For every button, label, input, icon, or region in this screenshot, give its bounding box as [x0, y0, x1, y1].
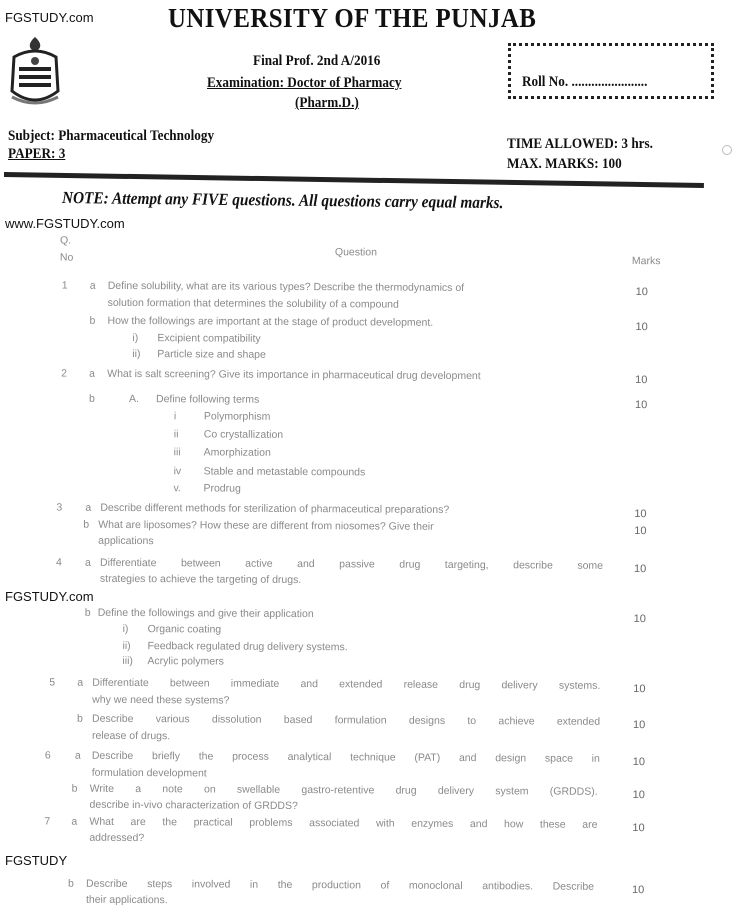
question-marks: 10 [634, 399, 648, 412]
sub-item-label: v. [173, 482, 181, 495]
question-part: b [84, 606, 91, 619]
question-text: Acrylic polymers [147, 655, 224, 668]
question-marks: 10 [631, 884, 645, 897]
sub-item-label: iii [173, 446, 181, 459]
question-part: b [71, 782, 78, 795]
question-text: Co crystallization [203, 428, 284, 441]
question-text: What are liposomes? How these are different from niosomes? Give their [98, 518, 434, 533]
question-number: 1 [61, 279, 68, 292]
question-text: Write a note on swellable gastro-retentive drug delivery system (GRDDS). [89, 782, 598, 798]
question-text: applications [98, 534, 154, 548]
question-number: 6 [44, 749, 51, 762]
question-marks: 10 [634, 508, 647, 521]
question-part: a [77, 676, 84, 689]
question-marks: 10 [633, 719, 646, 732]
sub-item-label: ii [173, 428, 179, 441]
col-header-question: Question [334, 246, 377, 259]
question-text: Prodrug [203, 482, 241, 495]
question-text: their applications. [85, 893, 168, 907]
question-marks: 10 [632, 789, 645, 802]
question-text: How the followings are important at the stage of product development. [107, 314, 434, 329]
question-part: a [84, 556, 91, 569]
roll-number-label: Roll No. ....................... [522, 74, 648, 90]
exam-line: Final Prof. 2nd A/2016 [253, 53, 381, 69]
question-text: strategies to achieve the targeting of drugs. [99, 572, 302, 587]
watermark: FGSTUDY.com [5, 589, 94, 604]
col-header-no: No [59, 251, 74, 264]
sub-item-label: i [173, 410, 177, 423]
question-marks: 10 [633, 683, 646, 696]
question-part: a [71, 815, 78, 828]
col-header-q: Q. [59, 234, 72, 247]
sub-item-label: iii) [122, 654, 133, 667]
question-marks: 10 [633, 563, 647, 576]
sub-item-label: ii) [132, 347, 141, 361]
question-part: b [77, 712, 83, 725]
question-text: addressed? [89, 831, 145, 845]
question-text: What are the practical problems associated with enzymes and how these are [89, 815, 598, 831]
question-text: Describe briefly the process analytical technique (PAT) and design space in [91, 749, 600, 765]
sub-item-label: i) [122, 622, 129, 635]
question-number: 3 [56, 501, 63, 514]
question-text: Differentiate between immediate and extended release drug delivery systems. [92, 676, 601, 692]
question-number: 5 [49, 676, 56, 689]
sub-item-label: iv [173, 465, 182, 478]
question-marks: 10 [632, 756, 646, 769]
question-text: describe in-vivo characterization of GRDDS? [89, 798, 298, 812]
subject: Subject: Pharmaceutical Technology [8, 128, 215, 144]
question-part: a [89, 279, 96, 292]
question-marks: 10 [635, 286, 648, 299]
question-text: Describe different methods for sterilization of pharmaceutical preparations? [100, 501, 450, 516]
question-part: a [85, 501, 92, 514]
question-marks: 10 [635, 321, 648, 334]
question-text: Feedback regulated drug delivery systems. [147, 640, 348, 654]
watermark: FGSTUDY [5, 853, 68, 868]
question-text: Excipient compatibility [157, 332, 261, 345]
watermark: www.FGSTUDY.com [5, 216, 125, 231]
question-text: Particle size and shape [157, 348, 266, 361]
question-text: release of drugs. [91, 729, 171, 743]
question-text: Amorphization [203, 446, 271, 459]
question-text: Define following terms [155, 393, 260, 406]
question-text: Differentiate between active and passive drug targeting, describe some [99, 556, 604, 572]
question-marks: 10 [632, 822, 645, 835]
question-marks: 10 [633, 613, 646, 626]
question-text: Define the followings and give their application [97, 606, 314, 621]
question-text: Polymorphism [203, 410, 271, 423]
question-part: b [83, 518, 90, 531]
question-text: Stable and metastable compounds [203, 465, 366, 479]
question-text: why we need these systems? [92, 693, 230, 707]
watermark: FGSTUDY.com [5, 10, 94, 25]
question-text: Describe various dissolution based formulation designs to achieve extended [92, 712, 601, 728]
university-title: UNIVERSITY OF THE PUNJAB [168, 3, 537, 33]
max-marks: MAX. MARKS: 100 [507, 156, 622, 172]
question-part: b [89, 314, 96, 327]
question-part: a [89, 367, 96, 380]
question-number: 2 [61, 367, 68, 380]
question-number: 4 [55, 556, 62, 569]
question-marks: 10 [635, 374, 648, 387]
examination-title: Examination: Doctor of Pharmacy [207, 75, 402, 91]
question-number: 7 [44, 815, 51, 828]
sub-item-label: i) [132, 331, 139, 345]
question-part: a [74, 749, 81, 762]
question-text: Define solubility, what are its various types? Describe the thermodynamics of [107, 279, 465, 295]
question-text: formulation development [91, 766, 207, 780]
question-marks: 10 [634, 525, 647, 538]
question-text: Organic coating [147, 623, 222, 636]
question-text: solution formation that determines the solubility of a compound [107, 296, 399, 311]
question-text: Describe steps involved in the production of monoclonal antibodies. Describe [86, 877, 595, 893]
degree: (Pharm.D.) [295, 95, 359, 111]
question-text: What is salt screening? Give its importance in pharmaceutical drug development [107, 367, 481, 383]
col-header-marks: Marks [631, 255, 661, 268]
instructions-note: NOTE: Attempt any FIVE questions. All questions carry equal marks. [61, 188, 504, 213]
sub-item-label: A. [128, 392, 139, 406]
paper-number: PAPER: 3 [8, 146, 66, 162]
question-part: b [88, 392, 95, 405]
time-allowed: TIME ALLOWED: 3 hrs. [507, 136, 653, 152]
question-part: b [68, 877, 74, 890]
sub-item-label: ii) [122, 639, 131, 652]
